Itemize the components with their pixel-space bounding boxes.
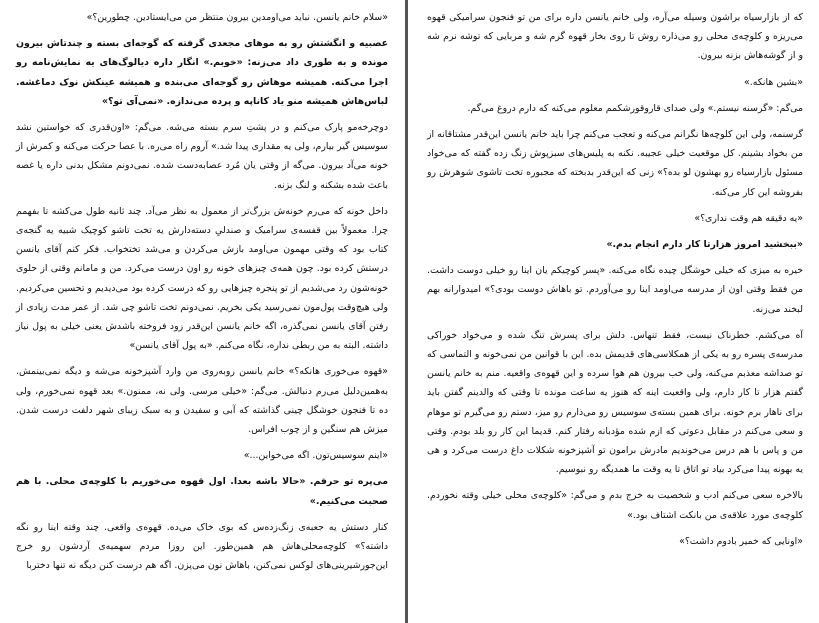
paragraph: دوچرخه‌مو پارک می‌کنم و در پشتِ سرم بسته می‌شه. می‌گم: «اون‌قدری که خواستین نشد سوسیس گیر بیارم، ولی یه مقداری پیدا شد.» آروم راه می‌ره. با عصا حرکت می‌کنه و کمرش از خونه می‌آد بیرون. می‌گه از وقتی یان مُرد عصابه‌دست شده. نمی‌دونم مشکل بدنی داره یا غصه باعث شده بشکنه و لنگ بزنه. [16, 122, 388, 191]
paragraph: «بشین هانکه.» [744, 76, 803, 88]
paragraph: بالاخره سعی می‌کنم ادب و شخصیت به خرج بدم و می‌گم: «کلوچه‌ی محلی خیلی وقته نخوردم. کلوچه‌ی مورد علاقه‌ی من بانکت اشتاف بود.» [427, 490, 803, 521]
paragraph: می‌گم: «گرسنه نیستم.» ولی صدای قاروقورشکمم معلوم می‌کنه که دارم دروغ می‌گم. [467, 102, 803, 114]
paragraph: «اینم سوسیس‌تون. اگه می‌خواین...» [243, 450, 388, 462]
paragraph: عصبیه و انگشتش رو به موهای مجعدی گرفته که گوجه‌ای بسته و چندتاش بیرون مونده و به طوری داد می‌زنه: «خوبم.» انگار داره دیالوگ‌های یه نمایش‌نامه رو اجرا می‌کنه. همیشه موهاش رو گوجه‌ای می‌بنده و همیشه عینکش نوک دماغشه. لباس‌هاش همیشه منو یاد کاناپه و پرده می‌ندازه. «نمی‌آی تو؟» [16, 38, 388, 107]
paragraph: «اونایی که خمیر بادوم داشت؟» [679, 535, 803, 547]
paragraph: که از بازارسیاه براشون وسیله می‌آره، ولی خانم یانسن داره برای من تو فنجون سرامیکی قهوه می‌ریزه و کلوچه‌ی محلی رو می‌ذاره روش تا روی بخار قهوه گرم شه و مربایی که توشه نرم شه و از گوشه‌هاش بزنه بیرون. [427, 12, 803, 62]
right-page [411, 0, 819, 623]
paragraph: داخل خونه که می‌رم خونه‌ش بزرگ‌تر از معمول به نظر می‌آد. چند ثانیه طول می‌کشه تا بفهمم چرا. معمولاً بین قفسه‌ی سرامیک و صندلیِ دسته‌دارش یه تخت تاشو کوچیک شبیه یه گنجه‌ی کتاب بود که وقتی مهمون می‌اومد بازش می‌کردن و می‌شد تختخواب. فکر کنم آقای یانسن درستش کرده بود. چون همه‌ی چیزهای خونه رو اون درست می‌کرد. من و مامانم وقتی از حلوی خونه‌شون رد می‌شدیم از تو پنجره چیزهایی رو که درست کرده بود می‌دیدیم و تحسین می‌کردیم. ولی هیچ‌وقت پول‌مون نمی‌رسید یکی بخریم. نمی‌دونم تخت تاشو چی شد. از عمر مدت زیادی از رفتن آقای یانسن نمی‌گذره، اگه خانم یانسن این‌قدر زود فروخته باشدش یعنی خیلی به پول نیاز داشته. البته به من ربطی نداره، نگاه می‌کنم. «به پول آقای یانسن» [16, 205, 388, 352]
paragraph: «یه دقیقه هم وقت نداری؟» [694, 212, 803, 224]
paragraph: «سلام خانم یانسن. نباید می‌اومدین بیرون منتظر من می‌ایستادین. چطورین؟» [86, 12, 388, 23]
left-page [0, 0, 404, 623]
page-gutter-divider [405, 0, 408, 623]
paragraph: می‌پره تو حرفم. «حالا باشه بعدا. اول قهوه می‌خوریم با کلوچه‌ی محلی. با هم صحبت می‌کنیم.» [16, 476, 388, 507]
paragraph: «ببخشید امروز هزارتا کار دارم انجام بدم.» [606, 239, 803, 251]
paragraph: کنار دستش یه جعبه‌ی زنگ‌زده‌س که بوی خاک می‌ده. قهوه‌ی واقعی. چند وقته اینا رو نگه داشته؟» کلوچه‌محلی‌هاش هم همین‌طور. این روزا مردم سهمیه‌ی آردشون رو خرج این‌جورشیرینی‌های لوکس نمی‌کنن، باهاش نون می‌پزن. اگه هم درست کنن دیگه نه تنها دختربا [16, 521, 388, 572]
paragraph: گرسنمه، ولی این کلوچه‌ها نگرانم می‌کنه و تعجب می‌کنم چرا باید خانم یانسن این‌قدر مشتاقانه از من بخواد بشینم. کل موقعیت خیلی عجیبه. نکنه به پلیس‌های سبزپوش زنگ زده گفته که می‌خواد مسئول بازارسیاه رو بهشون لو بده؟» زنی که این‌قدر بدبخته که مجبوره تخت تاشوی شوهرش رو بفروشه این کار می‌کنه. [427, 129, 803, 198]
paragraph: خیره به میزی که خیلی خوشگل چیده نگاه می‌کنه. «پسر کوچیکم یان اینا رو خیلی دوست داشت. من فقط وقتی اون از مدرسه می‌اومد اینا رو می‌آوردم. تو باهاش دوست بودی؟» امیدوارانه بهم لبخند می‌زنه. [427, 265, 803, 315]
paragraph: «قهوه می‌خوری هانکه؟» خانم یانسن روبه‌روی من وارد آشپزخونه می‌شه و دیگه نمی‌بینمش. به‌همین‌دلیل می‌رم دنبالش. می‌گم: «خیلی مرسی. ولی نه، ممنون.» بعد قهوه نمی‌خورم، ولی ده تا فنجون خوشگل چینی گذاشته که آبی و سفیدن و به سبک زیبای شهر دلفت درست شدن. میزش هم سنگین و از چوب افراس. [16, 366, 388, 436]
paragraph: آه می‌کشم. خطرناک نیست، فقط تنهاس. دلش برای پسرش تنگ شده و می‌خواد خوراکی مدرسه‌ی پسره رو به یکی از همکلاسی‌های قدیمش بده. این با قوانین من نمی‌خونه و التماسی که تو صداشه معذبم می‌کنه، ولی خب بیرون هم هوا سرده و این قهوه‌ی واقعیه. منم به خانم یانسن گفتم هزار تا کار دارم، ولی واقعیت اینه که هنوز یه ساعت مونده تا وقتی که والدینم گفتن باید برای ناهار برم خونه. برای همین بسته‌ی سوسیس رو می‌ذارم رو میز، دستم رو می‌گیرم تو موهام و سعی می‌کنم در مقابل دعوتی که ازم شده مؤدبانه رفتار کنم. قدیما این کار رو بلد بودم. وقتی من و پاس با هم درس می‌خوندیم مادرش برامون تو آشپزخونه شکلات داغ درست می‌کرد و هی یه بهونه پیدا می‌کرد بیاد تو اتاق تا یه وقت ما همدیگه رو نبوسیم. [427, 329, 803, 476]
